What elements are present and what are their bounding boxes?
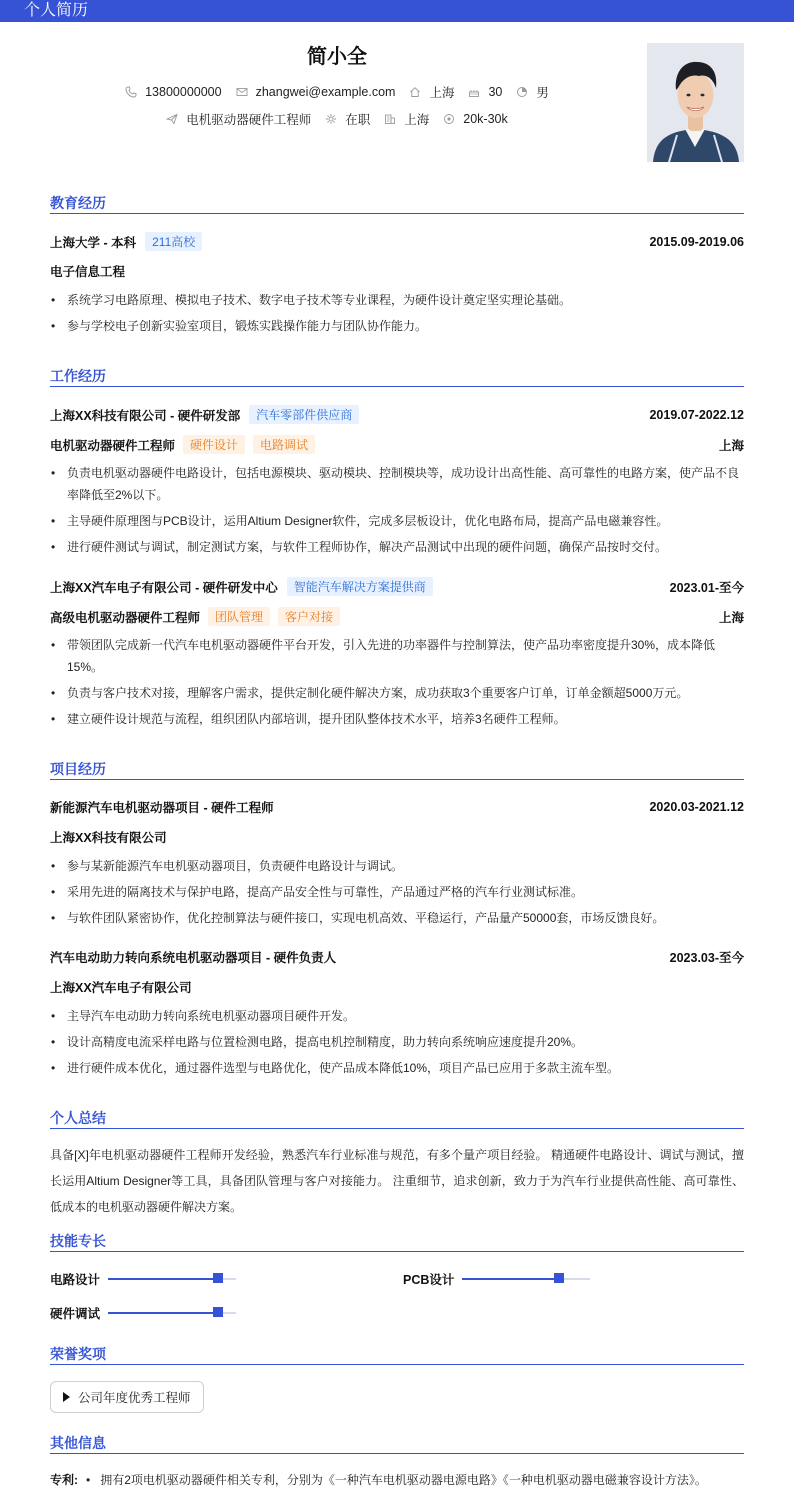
list-item: • 采用先进的隔离技术与保护电路，提高产品安全性与可靠性，产品通过严格的汽车行业测试标准。: [50, 881, 744, 903]
other-text: 拥有2项电机驱动器硬件相关专利，分别为《一种汽车电机驱动器电源电路》《一种电机驱动器电磁兼容设计方法》。: [100, 1473, 707, 1487]
work-1-company-group: [50, 405, 359, 424]
list-item: • 系统学习电路原理、模拟电子技术、数字电子技术等专业课程，为硬件设计奠定坚实理论基础。: [50, 289, 744, 311]
section-title-projects: 项目经历: [50, 761, 106, 777]
section-title-other: 其他信息: [50, 1435, 106, 1451]
section-title-work: 工作经历: [50, 368, 106, 384]
candidate-name: 简小全: [307, 46, 367, 68]
work-location: 上海: [718, 610, 744, 625]
skill-name: 硬件调试: [50, 1307, 101, 1321]
gender-text: 男: [536, 86, 549, 100]
page-header-bar: [0, 0, 794, 22]
work-location: 上海: [718, 438, 744, 453]
company-name: 上海XX科技有限公司 - 硬件研发部: [50, 408, 241, 423]
phone-number: 13800000000: [145, 85, 222, 99]
email-item: [236, 85, 396, 99]
list-item: • 进行硬件测试与调试，制定测试方案，与软件工程师协作，解决产品测试中出现的硬件问题，确保产品按时交付。: [50, 536, 744, 558]
school-tag: 211高校: [145, 232, 202, 251]
skill-name: 电路设计: [50, 1273, 101, 1287]
project-date: 2020.03-2021.12: [649, 800, 744, 814]
section-title-awards: 荣誉奖项: [50, 1346, 106, 1362]
skill-level-fill: [108, 1278, 223, 1280]
school-name: 上海大学 - 本科: [50, 235, 137, 250]
job-title: 电机驱动器硬件工程师: [50, 438, 176, 453]
salary-text: 20k-30k: [463, 112, 508, 126]
section-title-education: 教育经历: [50, 195, 106, 211]
list-item: • 负责与客户技术对接，理解客户需求，提供定制化硬件解决方案，成功获取3个重要客户订单，订单金额超5000万元。: [50, 682, 744, 704]
contact-row: [0, 83, 674, 101]
section-divider: [50, 1364, 744, 1365]
phone-icon: [125, 86, 137, 98]
award-item: [50, 1381, 204, 1413]
project-2-header: [50, 948, 744, 966]
skill-item: [50, 1304, 236, 1322]
work-2-header: [50, 577, 744, 596]
skill-level-knob: [213, 1307, 223, 1317]
role-tag: 电路调试: [253, 435, 315, 454]
list-item: • 主导汽车电动助力转向系统电机驱动器项目硬件开发。: [50, 1005, 744, 1027]
work-date: 2023.01-至今: [669, 580, 744, 595]
project-title: 汽车电动助力转向系统电机驱动器项目 - 硬件负责人: [50, 951, 337, 965]
avatar: [647, 43, 744, 162]
section-divider: [50, 779, 744, 780]
work-city-item: [384, 110, 429, 128]
list-item: • 带领团队完成新一代汽车电机驱动器硬件平台开发，引入先进的功率器件与控制算法，使产品功率密度提升30%，成本降低15%。: [50, 634, 744, 678]
list-item: • 建立硬件设计规范与流程，组织团队内部培训，提升团队整体技术水平，培养3名硬件工程师。: [50, 708, 744, 730]
salary-item: [443, 112, 507, 126]
skill-level-knob: [554, 1273, 564, 1283]
skill-level-knob: [213, 1273, 223, 1283]
mail-icon: [236, 86, 248, 98]
salary-icon: [443, 113, 455, 125]
education-school-group: [50, 232, 202, 251]
skill-level-bar: [108, 1312, 236, 1314]
list-item: • 主导硬件原理图与PCB设计，运用Altium Designer软件，完成多层板设计，优化电路布局，提高产品电磁兼容性。: [50, 510, 744, 532]
skill-name: PCB设计: [403, 1273, 455, 1287]
city-item: [409, 83, 454, 101]
education-header: [50, 232, 744, 251]
project-company: 上海XX汽车电子有限公司: [50, 981, 192, 995]
skill-level-bar: [108, 1278, 236, 1280]
home-icon: [409, 86, 421, 98]
project-1-company-row: [50, 828, 744, 846]
status-icon: [325, 113, 337, 125]
work-date: 2019.07-2022.12: [649, 407, 744, 422]
skill-item: [403, 1270, 590, 1288]
section-divider: [50, 1251, 744, 1252]
summary-text: 具备[X]年电机驱动器硬件工程师开发经验，熟悉汽车行业标准与规范，有多个量产项目经验。 精通硬件电路设计、调试与测试，擅长运用Altium Designer等工具，具备团队管理与客户对接能力。 注重细节，追求创新，致力于为汽车行业提供高性能、高可靠性、低成本的电机驱动器硬件解决方案。: [50, 1148, 744, 1214]
play-icon: [63, 1392, 70, 1402]
project-2-company-row: [50, 978, 744, 996]
list-item: • 与软件团队紧密协作，优化控制算法与硬件接口，实现电机高效、平稳运行，产品量产50000套，市场反馈良好。: [50, 907, 744, 929]
list-item: • 设计高精度电流采样电路与位置检测电路，提高电机控制精度，助力转向系统响应速度提升20%。: [50, 1031, 744, 1053]
project-title: 新能源汽车电机驱动器项目 - 硬件工程师: [50, 801, 274, 815]
phone-item: [125, 85, 221, 99]
gender-icon: [516, 86, 528, 98]
status-item: [325, 110, 370, 128]
work-2-role-group: [50, 607, 340, 626]
section-divider: [50, 1453, 744, 1454]
work-1-header: [50, 405, 744, 424]
age-item: [468, 85, 502, 99]
education-major-row: [50, 262, 744, 280]
company-tag: 智能汽车解决方案提供商: [287, 577, 433, 596]
project-1-header: [50, 798, 744, 816]
skill-level-bar: [462, 1278, 590, 1280]
send-icon: [166, 113, 178, 125]
skill-item: [50, 1270, 236, 1288]
work-2-role-row: [50, 607, 744, 626]
list-item: • 参与某新能源汽车电机驱动器项目，负责硬件电路设计与调试。: [50, 855, 744, 877]
page-title: 个人简历: [24, 2, 89, 19]
position-item: [166, 110, 311, 128]
list-item: • 进行硬件成本优化，通过器件选型与电路优化，使产品成本降低10%，项目产品已应用于多款主流车型。: [50, 1057, 744, 1079]
profile-header: [0, 22, 794, 172]
work-2-company-group: [50, 577, 433, 596]
education-major: 电子信息工程: [50, 265, 126, 279]
work-1-role-group: [50, 435, 315, 454]
role-tag: 客户对接: [278, 607, 340, 626]
skill-level-fill: [108, 1312, 223, 1314]
section-divider: [50, 1128, 744, 1129]
list-item: • 参与学校电子创新实验室项目，锻炼实践操作能力与团队协作能力。: [50, 315, 744, 337]
project-date: 2023.03-至今: [669, 951, 744, 965]
list-item: • 负责电机驱动器硬件电路设计，包括电源模块、驱动模块、控制模块等，成功设计出高性能、高可靠性的电路方案，使产品不良率降低至2%以下。: [50, 462, 744, 506]
work-1-role-row: [50, 435, 744, 454]
job-title: 高级电机驱动器硬件工程师: [50, 610, 201, 625]
section-divider: [50, 213, 744, 214]
other-label: 专利:: [50, 1473, 78, 1487]
work-city-text: 上海: [404, 113, 430, 127]
section-divider: [50, 386, 744, 387]
skill-level-fill: [462, 1278, 564, 1280]
other-bullet: •: [86, 1472, 91, 1487]
job-intent-row: [0, 110, 674, 128]
age-icon: [468, 86, 480, 98]
position-text: 电机驱动器硬件工程师: [186, 113, 312, 127]
age-text: 30: [488, 85, 503, 99]
company-tag: 汽车零部件供应商: [249, 405, 359, 424]
role-tag: 硬件设计: [183, 435, 245, 454]
email-address: zhangwei@example.com: [255, 85, 396, 99]
section-title-skills: 技能专长: [50, 1233, 106, 1249]
city-text: 上海: [429, 86, 455, 100]
gender-item: [516, 83, 549, 101]
education-date: 2015.09-2019.06: [649, 234, 744, 249]
award-text: 公司年度优秀工程师: [78, 1391, 191, 1405]
building-icon: [384, 113, 396, 125]
role-tag: 团队管理: [208, 607, 270, 626]
other-info-row: [50, 1471, 744, 1488]
project-company: 上海XX科技有限公司: [50, 831, 167, 845]
company-name: 上海XX汽车电子有限公司 - 硬件研发中心: [50, 580, 278, 595]
section-title-summary: 个人总结: [50, 1110, 106, 1126]
status-text: 在职: [345, 113, 371, 127]
